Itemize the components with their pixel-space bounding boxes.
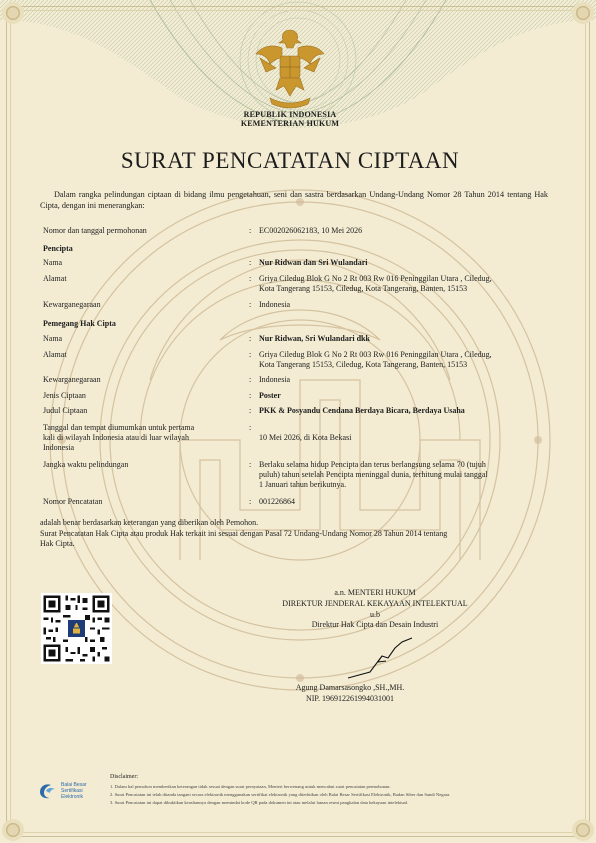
creator-address-line1: Griya Ciledug Blok G No 2 Rt 003 Rw 016 Peninggilan Utara , Ciledug,: [259, 274, 492, 283]
ministry-label: KEMENTERIAN HUKUM: [240, 119, 340, 128]
publication-value: 10 Mei 2026, di Kota Bekasi: [259, 433, 352, 442]
qr-code-icon[interactable]: [41, 593, 112, 664]
intro-paragraph: Dalam rangka pelindungan ciptaan di bidang ilmu pengetahuan, seni dan sastra berdasarkan Undang-Undang Nomor 28 Tahun 2014 tentang Hak Cipta, dengan ini menerangkan:: [40, 190, 548, 210]
bsre-line3: Elektronik: [61, 794, 83, 800]
disclaimer-line2: 2. Surat Pencatatan ini telah ditanda tangani secara elektronik menggunakan sertifikat elektronik yang diterbitkan oleh Balai Besar Sertifikasi Elektronik, Badan Siber dan Sandi Negara.: [110, 792, 451, 797]
publication-label-line3: Indonesia: [43, 443, 75, 452]
work-type-value: Poster: [259, 391, 281, 400]
holder-nationality-value: Indonesia: [259, 375, 291, 384]
record-number-label: Nomor Pencatatan: [43, 497, 103, 506]
creator-name-value: Nur Ridwan dan Sri Wulandari: [259, 258, 368, 267]
corner-ornament: [2, 2, 24, 24]
holder-name-label: Nama: [43, 334, 63, 343]
creator-address-row: [43, 274, 553, 296]
corner-ornament: [572, 819, 594, 841]
signature-director-general: DIREKTUR JENDERAL KEKAYAAN INTELEKTUAL: [282, 599, 468, 608]
handwritten-signature: [340, 628, 430, 684]
creator-nationality-value: Indonesia: [259, 300, 291, 309]
colon: :: [249, 258, 252, 267]
publication-label-line2: kali di wilayah Indonesia atau di luar wilayah: [43, 433, 189, 442]
record-number-value: 001226864: [259, 497, 295, 506]
protection-line1: Berlaku selama hidup Pencipta dan terus berlangsung selama 70 (tujuh: [259, 460, 486, 469]
publication-row: [43, 423, 553, 455]
closing-line3: Hak Cipta.: [40, 539, 75, 548]
colon: :: [249, 406, 252, 415]
holder-name-value: Nur Ridwan, Sri Wulandari dkk: [259, 334, 370, 343]
publication-label-line1: Tanggal dan tempat diumumkan untuk pertama: [43, 423, 195, 432]
colon: :: [249, 300, 252, 309]
protection-label: Jangka waktu pelindungan: [43, 460, 129, 469]
bsre-label: [61, 782, 87, 800]
inner-border: [10, 10, 586, 833]
closing-statement: [40, 518, 548, 550]
bsre-line1: Balai Besar: [61, 782, 87, 788]
colon: :: [249, 460, 252, 469]
colon: :: [249, 375, 252, 384]
colon: :: [249, 334, 252, 343]
colon: :: [249, 497, 252, 506]
protection-line3: 1 Januari tahun berikutnya.: [259, 480, 347, 489]
disclaimer-line1: 1. Dalam hal pemohon memberikan keterangan tidak sesuai dengan surat pernyataan, Menteri berwenang untuk mencabut surat pencatatan permohonan.: [110, 784, 391, 789]
colon: :: [249, 274, 252, 283]
signature-on-behalf: a.n. MENTERI HUKUM: [334, 588, 416, 597]
work-title-value: PKK & Posyandu Cendana Berdaya Bicara, Berdaya Usaha: [259, 406, 465, 415]
protection-line2: puluh) tahun setelah Pencipta meninggal dunia, terhitung mulai tanggal: [259, 470, 488, 479]
document-title: SURAT PENCATATAN CIPTAAN: [120, 148, 460, 173]
closing-line1: adalah benar berdasarkan keterangan yang diberikan oleh Pemohon.: [40, 518, 259, 527]
creator-address-line2: Kota Tangerang 15153, Ciledug, Kota Tangerang, Banten, 15153: [259, 284, 468, 293]
colon: :: [249, 391, 252, 400]
creator-nationality-label: Kewarganegaraan: [43, 300, 101, 309]
disclaimer-line3: 3. Surat Pencatatan ini dapat dibuktikan keasliannya dengan memindai kode QR pada dokumen ini atau melalui laman resmi pangkalan data kekayaan intelektual.: [110, 800, 409, 805]
application-label: Nomor dan tanggal permohonan: [43, 226, 147, 235]
holder-nationality-label: Kewarganegaraan: [43, 375, 101, 384]
creator-address-label: Alamat: [43, 274, 67, 283]
application-value: EC002026062183, 10 Mei 2026: [259, 226, 363, 235]
bsre-line2: Sertifikasi: [61, 788, 83, 794]
corner-ornament: [2, 819, 24, 841]
closing-line2: Surat Pencatatan Hak Cipta atau produk Hak terkait ini sesuai dengan Pasal 72 Undang-Undang Nomor 28 Tahun 2014 tentang: [40, 528, 448, 538]
colon: :: [249, 423, 252, 432]
signature-ub: u.b: [370, 610, 380, 619]
corner-ornament: [572, 2, 594, 24]
holder-address-line2: Kota Tangerang 15153, Ciledug, Kota Tangerang, Banten, 15153: [259, 360, 468, 369]
republic-label: REPUBLIK INDONESIA: [243, 110, 337, 119]
signature-director: Direktur Hak Cipta dan Desain Industri: [311, 620, 439, 629]
colon: :: [249, 350, 252, 359]
holder-address-line1: Griya Ciledug Blok G No 2 Rt 003 Rw 016 Peninggilan Utara , Ciledug,: [259, 350, 492, 359]
bsre-logo-icon: [38, 782, 58, 800]
holder-section-heading: Pemegang Hak Cipta: [43, 319, 116, 328]
signer-nip: NIP. 196912261994031001: [305, 694, 394, 703]
work-title-label: Judul Ciptaan: [43, 406, 88, 415]
creator-section-heading: Pencipta: [43, 244, 73, 253]
holder-address-label: Alamat: [43, 350, 67, 359]
signer-name: Agung Damarsasongko ,SH.,MH.: [295, 683, 405, 692]
garuda-emblem-icon: [254, 24, 326, 112]
disclaimer-title: Disclaimer:: [110, 774, 138, 780]
colon: :: [249, 226, 252, 235]
holder-address-row: [43, 350, 553, 372]
work-type-label: Jenis Ciptaan: [43, 391, 86, 400]
creator-name-label: Nama: [43, 258, 63, 267]
protection-row: [43, 460, 553, 492]
